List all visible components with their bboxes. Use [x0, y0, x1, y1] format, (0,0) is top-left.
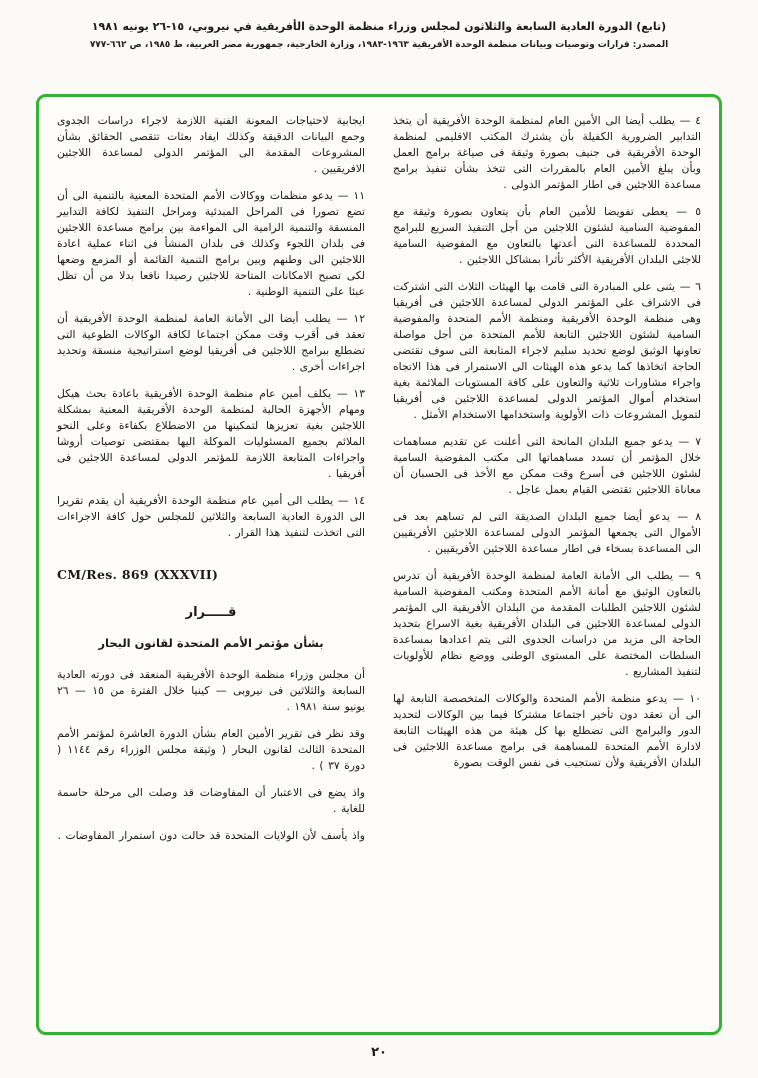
resolution-preamble-1: أن مجلس وزراء منظمة الوحدة الأفريقية المنعقد فى دورته العادية السابعة والثلاثين فى نيروبى — كينيا خلال الفترة من ١٥ — ٢٦ يونيو سنة ١٩٨١ .: [57, 668, 365, 713]
paragraph-5: ٥ — يعطى تفويضا للأمين العام بأن يتعاون بصورة وثيقة مع المفوضية السامية لشئون اللاجئين من أجل التنفيذ السريع للبرامج المحددة للمساعدة التى أعدتها بالتعاون مع المفوضية السامية للاجئى البلدان الأفريقية الأكثر تأثرا بمشاكل اللاجئين .: [393, 205, 701, 266]
page-header: [0, 0, 758, 50]
right-column: [393, 113, 701, 1018]
paragraph-11: ١١ — يدعو منظمات ووكالات الأمم المتحدة المعنية بالتنمية الى أن تضع تصورا فى المراحل المبدئية ومراحل التنفيذ لكافة التدابير المنسقة والتنمية الرامية الى المواءمة بين برامج مساعدة اللاجئين فى بلدان اللجوء وكذلك فى بلدان المنشأ فى اثناء عملية اعادة اللاجئين الى وطنهم وبين برامج التنمية القائمة أو المزمع وضعها لكى تصبح الامكانات المتاحة للاجئين رصيدا نافعا بدلا من أن تظل عبئا على التنمية الوطنية .: [57, 189, 365, 298]
two-column-layout: [57, 113, 701, 1018]
document-title: (تابع) الدورة العادية السابعة والثلاثون لمجلس وزراء منظمة الوحدة الأفريقية في نيروبي، ١٥-٢٦ يونيه ١٩٨١: [91, 20, 667, 33]
green-border-frame: [36, 94, 722, 1035]
resolution-subtitle: بشأن مؤتمر الأمم المتحدة لقانون البحار: [98, 636, 324, 650]
resolution-title: قـــــرار: [185, 605, 237, 620]
paragraph-10: ١٠ — يدعو منظمة الأمم المتحدة والوكالات المتخصصة التابعة لها الى أن تعقد دون تأخير اجتماعا مشتركا فيما بين الوكالات لتحديد الدور والبرامج التى تضطلع بها كل هيئة من هذه الهيئات التابعة لادارة الأمم المتحدة للمساهمة فى برامج مساعدة اللاجئين فى البلدان الأفريقية ولأن تستجيب فى نفس الوقت بصورة: [393, 692, 701, 769]
resolution-preamble-3: واذ يضع فى الاعتبار أن المفاوضات قد وصلت الى مرحلة حاسمة للغاية .: [57, 786, 365, 815]
document-source: المصدر: قرارات وتوصيات وبيانات منظمة الوحدة الأفريقية ١٩٦٣-١٩٨٣، وزارة الخارجية، جمهورية مصر العربية، ط ١٩٨٥، ص ٦٦٢-٧٧٧: [89, 40, 669, 50]
paragraph-14: ١٤ — يطلب الى أمين عام منظمة الوحدة الأفريقية أن يقدم تقريرا الى الدورة العادية السابعة والثلاثين للمجلس حول كافة الاجراءات التى اتخذت لتنفيذ هذا القرار .: [57, 494, 365, 539]
paragraph-10-continuation: ايجابية لاحتياجات المعونة الفنية اللازمة لاجراء دراسات الجدوى وجمع البيانات الدقيقة وكذلك ايفاد بعثات تتقصى الحقائق بشأن المشروعات المقدمة الى المؤتمر الدولى لمساعدة اللاجئين الافريقيين .: [57, 114, 365, 175]
paragraph-8: ٨ — يدعو أيضا جميع البلدان الصديقة التى لم تساهم بعد فى الأموال التى يجمعها المؤتمر الدولى لمساعدة اللاجئين الأفريقيين الى المساعدة بسخاء فى اطار مساعدة اللاجئين الأفريقيين .: [393, 510, 701, 555]
resolution-preamble-2: وقد نظر فى تقرير الأمين العام بشأن الدورة العاشرة لمؤتمر الأمم المتحدة الثالث لقانون البحار ( وثيقة مجلس الوزراء رقم ١١٤٤ ( دورة ٣٧ ) .: [57, 727, 365, 772]
paragraph-9: ٩ — يطلب الى الأمانة العامة لمنظمة الوحدة الأفريقية أن تدرس بالتعاون الوثيق مع أمانة الأمم المتحدة ومكتب المفوضية السامية لشئون اللاجئين الطلبات المقدمة من البلدان الأفريقية الى المؤتمر الدولى لمساعدة اللاجئين فى البلدان الأفريقية بغية الاسراع بتحديد الحاجة الى مزيد من دراسات الجدوى التى يتم اعدادها بمساعدة السلطات المختصة على المستوى الوطنى ووضع نظام للأولويات لتنفيذ المشاريع .: [393, 569, 701, 678]
paragraph-6: ٦ — يثنى على المبادرة التى قامت بها الهيئات الثلاث التى اشتركت فى الاشراف على المؤتمر الدولى لمساعدة اللاجئين فى أفريقيا وهى منظمة الوحدة الأفريقية ومنظمة الأمم المتحدة والمفوضية السامية لشئون اللاجئين التابعة للأمم المتحدة من أجل مواصلة تعاونها الوثيق لوضع تحديد سليم لاجراء المتابعة التى سوف تقتضى الحاجة اتخاذها كما يدعو هذه الهيئات الى الاستمرار فى هذا الاتجاه واجراء مشاورات ثلاثية والتعاون على كافة المستويات الملائمة بغية استخدام أموال المؤتمر الدولى لمساعدة اللاجئين فى أفريقيا لتمويل المشروعات ذات الأولوية واستخدامها الاستخدام الأمثل .: [393, 280, 701, 421]
resolution-preamble-4: واذ يأسف لأن الولايات المتحدة قد حالت دون استمرار المفاوضات .: [57, 829, 365, 842]
paragraph-13: ١٣ — يكلف أمين عام منظمة الوحدة الأفريقية باعادة بحث هيكل ومهام الأجهزة الحالية لمنظمة الوحدة الأفريقية المعنية بمشكلة اللاجئين بغية تعزيزها لتمكينها من الاضطلاع بكفاءة وعلى النحو الملائم بجميع المسئوليات الموكلة اليها بمقتضى توصيات أروشا واجراءات المتابعة اللازمة للمؤتمر الدولى لمساعدة اللاجئين فى أفريقيا .: [57, 387, 365, 480]
paragraph-7: ٧ — يدعو جميع البلدان المانحة التى أعلنت عن تقديم مساهمات خلال المؤتمر أن تسدد مساهماتها الى مكتب المفوضية السامية لشئون اللاجئين فى أسرع وقت ممكن مع الأخذ فى الحسبان أن معاناة اللاجئين تقتضى القيام بعمل عاجل .: [393, 435, 701, 496]
page-number: ٢٠: [371, 1045, 387, 1060]
paragraph-4: ٤ — يطلب أيضا الى الأمين العام لمنظمة الوحدة الأفريقية أن يتخذ التدابير الضرورية الكفيلة بأن يشترك المكتب الاقليمى لمنظمة الوحدة الأفريقية فى جنيف بصورة وثيقة فى صياغة برامج العمل وبأن يبلغ الأمين العام بالمقررات التى تتخذ بشأن تنفيذ برامج مساعدة اللاجئين فى اطار المؤتمر الدولى .: [393, 114, 701, 191]
paragraph-12: ١٢ — يطلب أيضا الى الأمانة العامة لمنظمة الوحدة الأفريقية أن تعقد فى أقرب وقت ممكن اجتماعا لكافة الوكالات الطوعية التى تضطلع ببرامج اللاجئين فى أفريقيا لوضع استراتيجية منسقة وتحديد اجراءات أخرى .: [57, 312, 365, 373]
resolution-reference: CM/Res. 869 (XXXVII): [57, 567, 219, 582]
left-column: [57, 113, 365, 1018]
